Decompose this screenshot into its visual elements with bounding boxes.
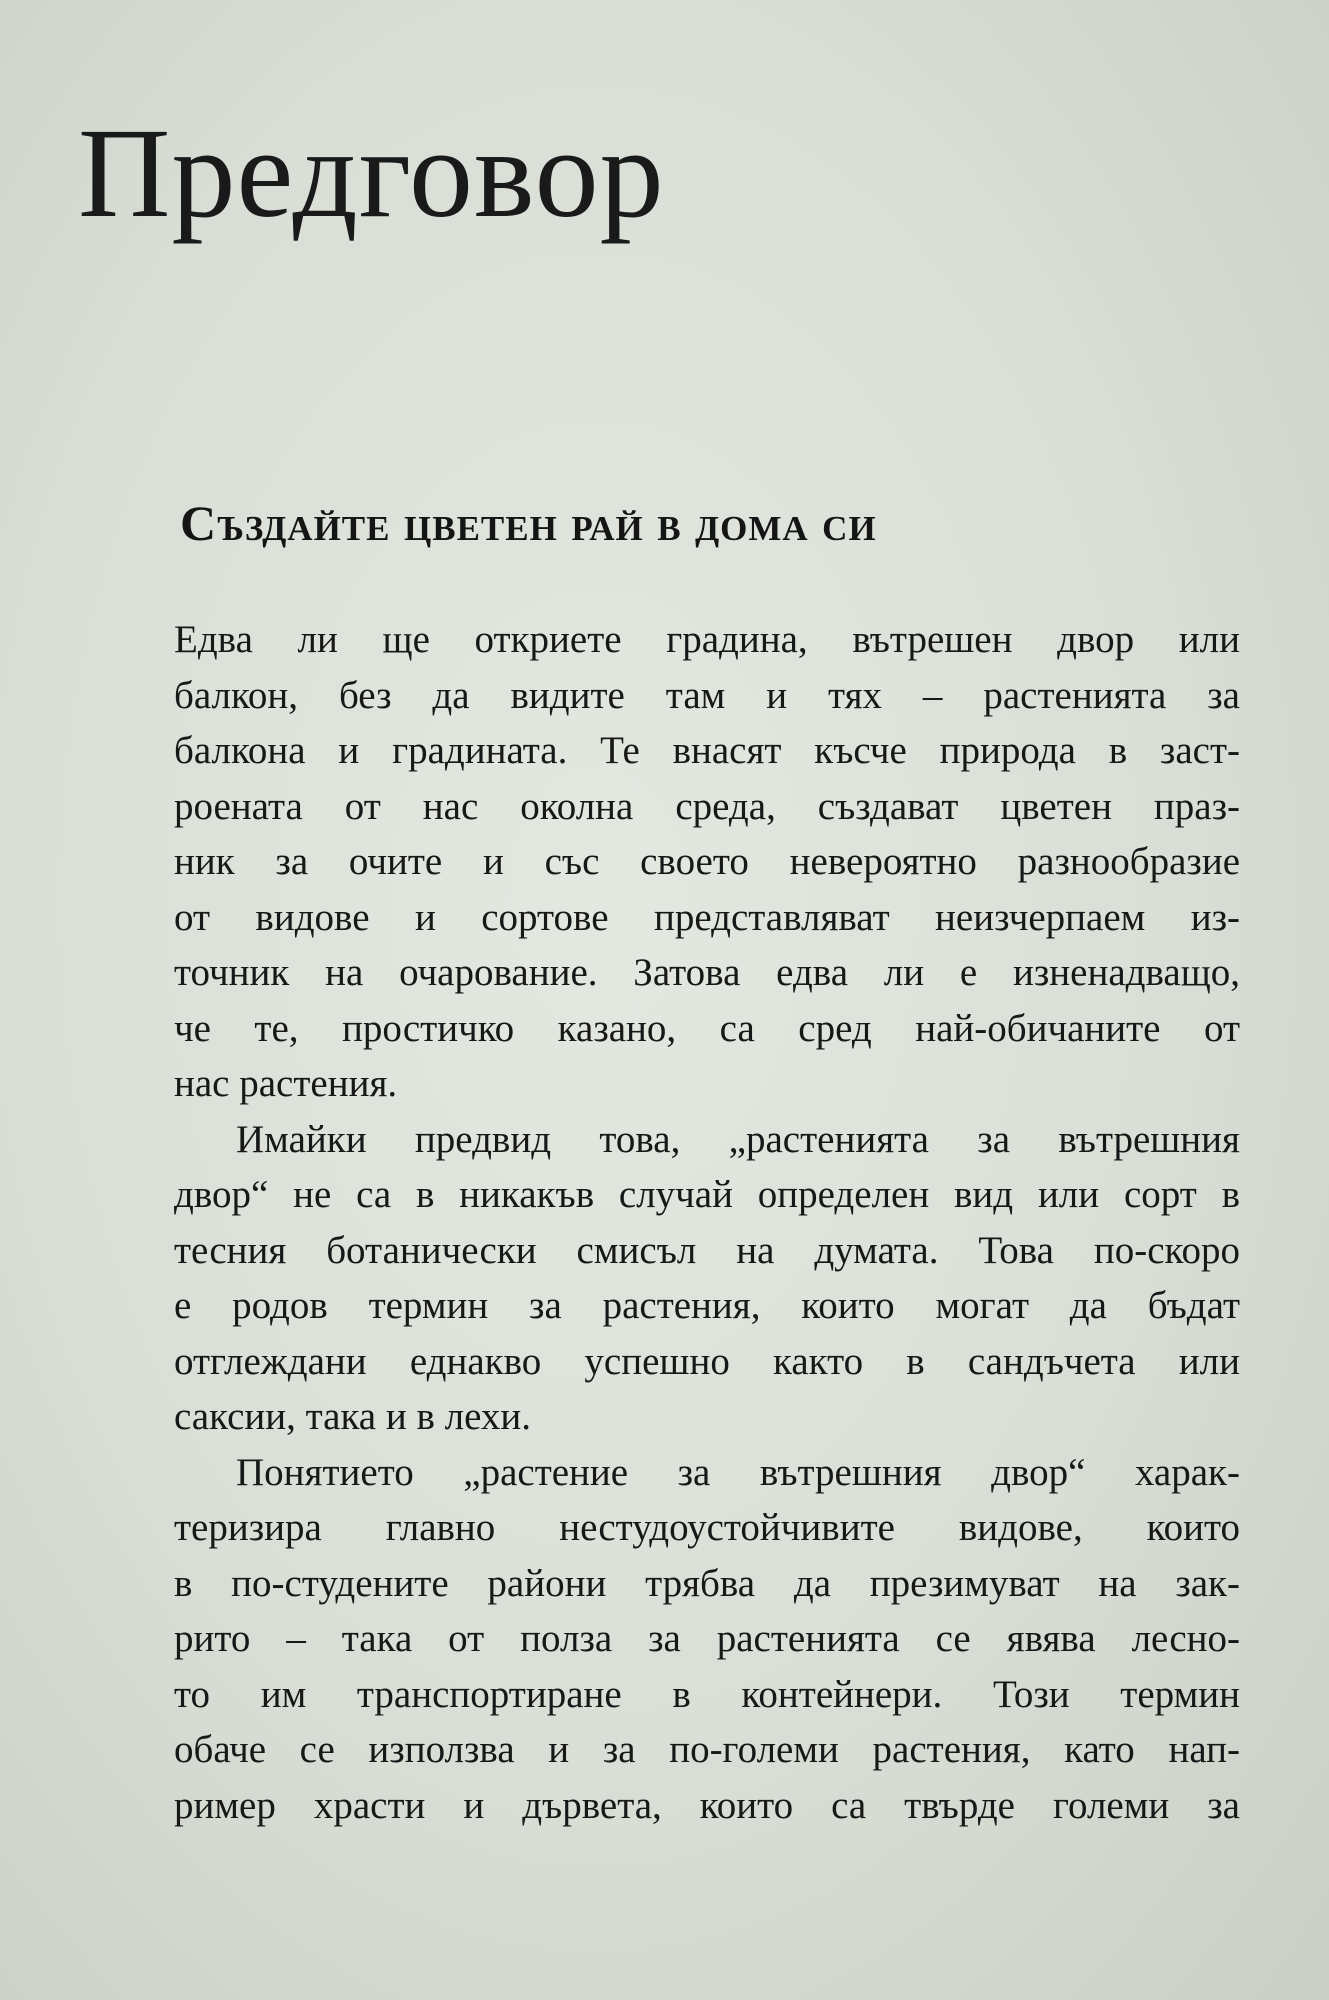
page-title: Предговор (78, 102, 665, 244)
text-line: Понятието „растение за вътрешния двор“ харак- (236, 1450, 1240, 1494)
text-line: тесния ботанически смисъл на думата. Това по-скоро (174, 1228, 1240, 1272)
text-line: саксии, така и в лехи. (174, 1395, 532, 1438)
text-line: балкона и градината. Те внасят късче природа в заст- (174, 729, 1240, 772)
text-line: балкон, без да видите там и тях – растенията за (174, 673, 1240, 717)
text-line: теризира главно нестудоустойчивите видове, които (174, 1506, 1240, 1549)
text-line: роената от нас околна среда, създават цветен праз- (174, 784, 1240, 828)
text-line: Едва ли ще откриете градина, вътрешен двор или (174, 618, 1240, 661)
text-line: е родов термин за растения, които могат да бъдат (174, 1284, 1240, 1327)
text-line: Имайки предвид това, „растенията за вътрешния (236, 1117, 1240, 1161)
text-line: от видове и сортове представляват неизчерпаем из- (174, 895, 1240, 939)
text-line: то им транспортиране в контейнери. Този термин (174, 1672, 1240, 1716)
text-line: двор“ не са в никакъв случай определен вид или сорт в (174, 1173, 1240, 1216)
text-line: нас растения. (174, 1062, 398, 1105)
text-line: че те, простичко казано, са сред най-обичаните от (174, 1006, 1240, 1050)
body-text (174, 612, 1240, 1833)
text-line: ример храсти и дървета, които са твърде големи за (174, 1783, 1240, 1827)
text-line: точник на очарование. Затова едва ли е изненадващо, (174, 951, 1240, 994)
text-line: обаче се използва и за по-големи растения, като нап- (174, 1728, 1240, 1771)
text-line: отглеждани еднакво успешно както в сандъчета или (174, 1339, 1240, 1383)
text-line: в по-студените райони трябва да презимуват на зак- (174, 1561, 1240, 1605)
text-line: рито – така от полза за растенията се явява лесно- (174, 1617, 1240, 1660)
section-heading: Създайте цветен рай в дома си (180, 495, 877, 551)
text-line: ник за очите и със своето невероятно разнообразие (174, 840, 1240, 883)
